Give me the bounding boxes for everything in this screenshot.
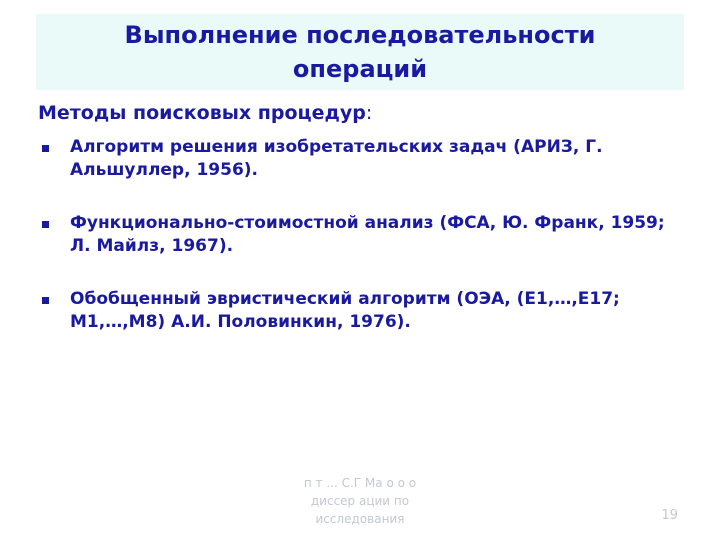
footer-line: п т ... С.Г Ма о о о <box>303 476 417 490</box>
section-heading-text: Методы поисковых процедур <box>38 102 366 124</box>
footer-line: исследования <box>315 512 405 526</box>
section-heading <box>38 100 372 126</box>
bullet-item <box>38 212 678 258</box>
square-bullet-icon <box>42 221 49 228</box>
bullet-item <box>38 288 678 334</box>
bullet-list <box>38 136 678 364</box>
title-box <box>36 14 684 90</box>
slide-title: Выполнение последовательности операций <box>124 21 596 83</box>
bullet-text: Функционально-стоимостной анализ (ФСА, Ю. Франк, 1959; Л. Майлз, 1967). <box>70 213 665 256</box>
footer-line: диссер ации по <box>310 494 410 508</box>
square-bullet-icon <box>42 145 49 152</box>
bullet-text: Обобщенный эвристический алгоритм (ОЭА, (Е1,…,Е17; М1,…,М8) А.И. Половинкин, 1976). <box>70 289 620 332</box>
section-heading-colon: : <box>365 102 373 124</box>
footer-note <box>270 474 450 528</box>
bullet-text: Алгоритм решения изобретательских задач (АРИЗ, Г. Альшуллер, 1956). <box>70 137 603 180</box>
square-bullet-icon <box>42 297 49 304</box>
slide-number: 19 <box>661 508 678 523</box>
bullet-item <box>38 136 678 182</box>
